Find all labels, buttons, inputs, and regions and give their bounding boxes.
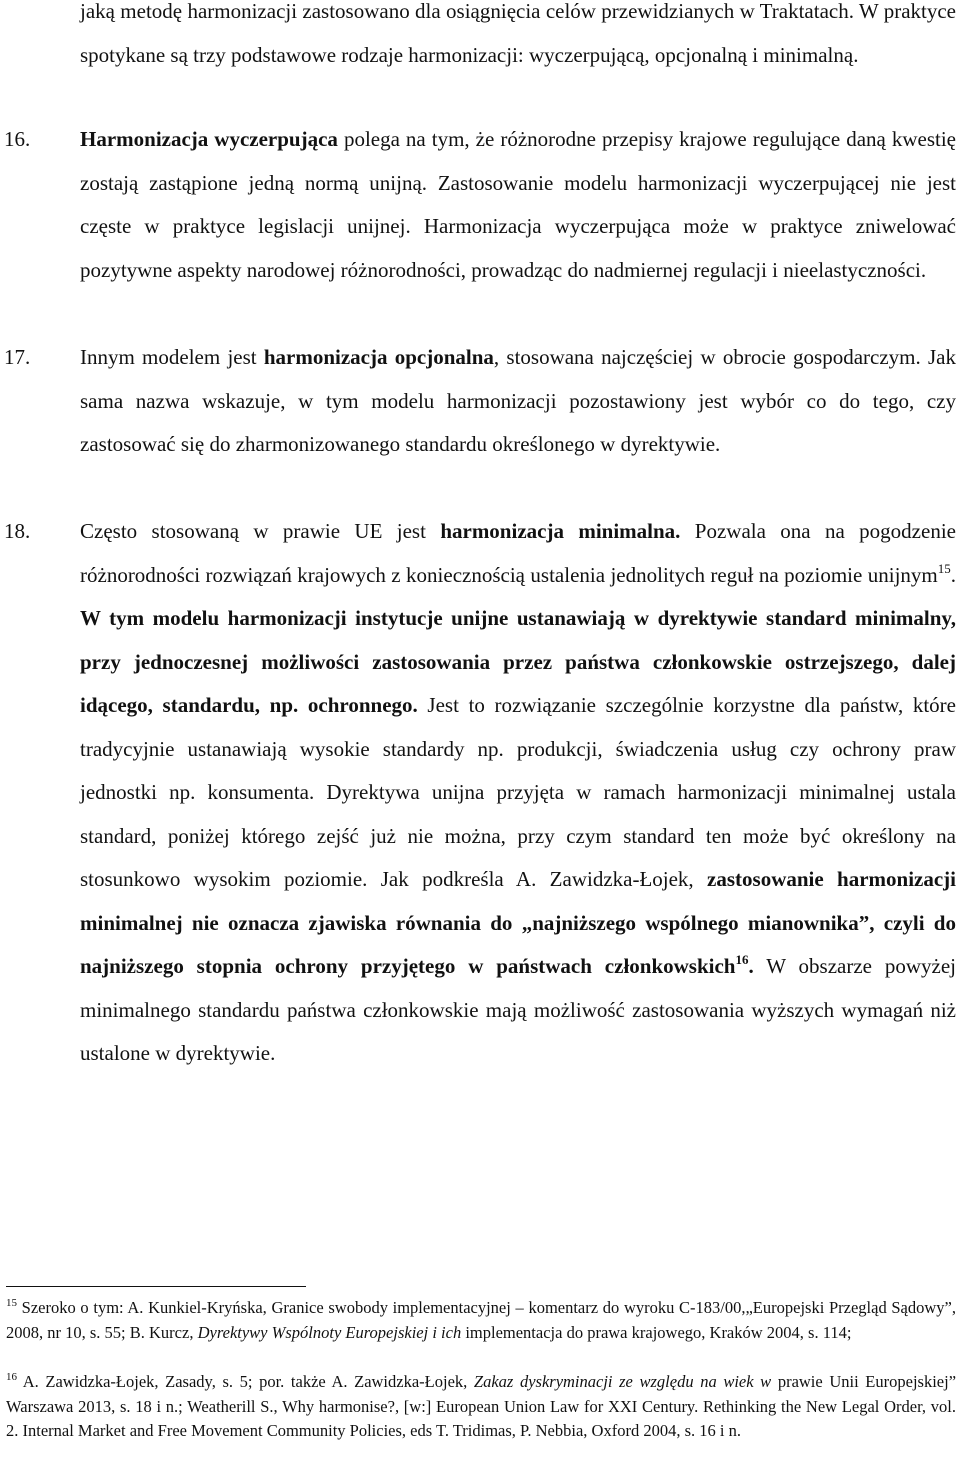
footnote-16 (6, 1370, 956, 1444)
paragraph-16 (4, 118, 957, 292)
footnote-italic-title: Dyrektywy Wspólnoty Europejskiej i ich (197, 1322, 462, 1342)
footnote-italic-title: Zakaz dyskryminacji ze względu na wiek w (473, 1372, 772, 1391)
paragraph-17 (4, 336, 956, 467)
bold-period: . (748, 954, 754, 978)
paragraph-text: , stosowana najczęściej w obrocie gospodarczym. Jak sama nazwa wskazuje, w tym modelu harmonizacji pozostawiony jest wybór co do tego, czy zastosować się do zharmonizowanego standardu określonego w dyrektywie. (80, 345, 956, 456)
footnote-separator (6, 1286, 306, 1287)
paragraph-text: Często stosowaną w prawie UE jest (80, 519, 441, 543)
bold-passage: W tym modelu harmonizacji instytucje unijne ustanawiają w dyrektywie standard minimalny, przy jednoczesnej możliwości zastosowania przez państwa członkowskie ostrzejszego, dalej idącego, standardu, np. ochronnego. (80, 606, 956, 717)
bold-term: harmonizacja opcjonalna (263, 345, 494, 369)
paragraph-number: 16. (4, 127, 31, 151)
bold-term: harmonizacja minimalna. (440, 519, 681, 543)
paragraph-text: W obszarze powyżej minimalnego standardu państwa członkowskie mają możliwość zastosowania wyższych wymagań niż ustalone w dyrektywie. (80, 954, 957, 1065)
footnote-text: Szeroko o tym: A. Kunkiel-Kryńska, Granice swobody implementacyjnej – komentarz do wyroku C-183/00,„Europejski Przegląd Sądowy”, 2008, nr 10, s. 55; B. Kurcz, (6, 1298, 956, 1342)
footnote-number: 16 (6, 1371, 17, 1383)
bold-quote: zastosowanie harmonizacji minimalnej nie oznacza zjawiska równania do „najniższego wspólnego mianownika”, czyli do najniższego stopnia ochrony przyjętego w państwach członkowskich (80, 867, 957, 978)
paragraph-18 (4, 510, 957, 1076)
footnote-ref-16[interactable]: 16 (735, 952, 749, 967)
footnote-text: A. Zawidzka-Łojek, Zasady, s. 5; por. także A. Zawidzka-Łojek, (17, 1372, 474, 1391)
paragraph-text: Jest to rozwiązanie szczególnie korzystne dla państw, które tradycyjnie ustanawiają wysokie standardy np. produkcji, świadczenia usług czy ochrony praw jednostki np. konsumenta. Dyrektywa unijna przyjęta w ramach harmonizacji minimalnej ustala standard, poniżej którego zejść już nie można, przy czym standard ten może być określony na stosunkowo wysokim poziomie. Jak podkreśla A. Zawidzka-Łojek, (80, 693, 956, 891)
footnote-ref-15[interactable]: 15 (937, 560, 951, 576)
paragraph-number: 17. (4, 345, 31, 369)
paragraph-text: polega na tym, że różnorodne przepisy krajowe regulujące daną kwestię zostają zastąpione jedną normą unijną. Zastosowanie modelu harmonizacji wyczerpującej nie jest częste w praktyce legislacji unijnej. Harmonizacja wyczerpująca może w praktyce zniwelować pozytywne aspekty narodowej różnorodności, prowadząc do nadmiernej regulacji i nieelastyczności. (80, 127, 957, 282)
footnote-number: 15 (6, 1297, 17, 1309)
paragraph-text: Pozwala ona na pogodzenie różnorodności rozwiązań krajowych z koniecznością ustalenia jednolitych reguł na poziomie unijnym (80, 519, 956, 587)
paragraph-text: Innym modelem jest (80, 345, 264, 369)
intro-paragraph (80, 0, 956, 77)
intro-text: jaką metodę harmonizacji zastosowano dla osiągnięcia celów przewidzianych w Traktatach. W praktyce spotykane są trzy podstawowe rodzaje harmonizacji: wyczerpującą, opcjonalną i minimalną. (80, 0, 956, 67)
paragraph-number: 18. (4, 519, 31, 543)
bold-term: Harmonizacja wyczerpująca (80, 127, 338, 151)
paragraph-text: . (950, 562, 956, 587)
footnote-text: implementacja do prawa krajowego, Kraków 2004, s. 114; (461, 1322, 852, 1342)
footnote-15 (6, 1296, 956, 1345)
footnote-text: prawie Unii Europejskiej” Warszawa 2013, s. 18 i n.; Weatherill S., Why harmonise?, [w:] European Union Law for XXI Century. Rethinking the New Legal Order, vol. 2. Internal Market and Free Movement Community Policies, eds T. Tridimas, P. Nebbia, Oxford 2004, s. 16 i n. (6, 1372, 957, 1440)
